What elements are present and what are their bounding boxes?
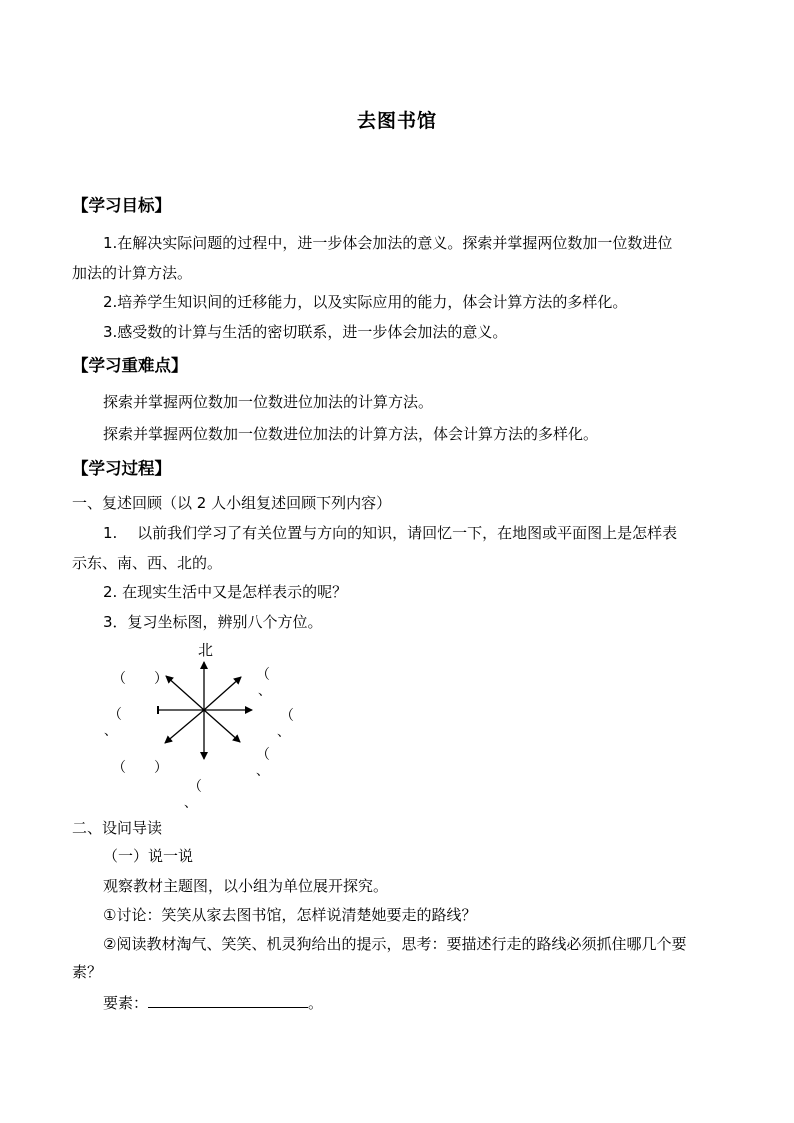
arrow-northwest <box>166 676 204 710</box>
arrow-southwest <box>165 710 204 743</box>
process-heading: 【学习过程】 <box>72 459 171 478</box>
goal-item-1: 1.在解决实际问题的过程中，进一步体会加法的意义。探索并掌握两位数加一位数进位 <box>103 234 673 252</box>
east-paren: （ <box>280 708 294 724</box>
part2-item-2: ①讨论：笑笑从家去图书馆，怎样说清楚她要走的路线？ <box>103 906 477 924</box>
page-title: 去图书馆 <box>356 110 437 132</box>
element-end: 。 <box>308 994 324 1012</box>
goal-item-2: 2.培养学生知识间的迁移能力，以及实际应用的能力，体会计算方法的多样化。 <box>103 293 628 311</box>
part2-item-1: 观察教材主题图，以小组为单位展开探究。 <box>103 877 389 895</box>
part1-title: 一、复述回顾（以 2 人小组复述回顾下列内容） <box>72 494 392 512</box>
part1-item-1: 1. 以前我们学习了有关位置与方向的知识，请回忆一下，在地图或平面图上是怎样表 <box>103 524 678 542</box>
southwest-blank: （ ） <box>112 760 168 776</box>
southeast-mark: 、 <box>256 764 270 779</box>
arrow-southeast <box>204 710 240 742</box>
west-paren: （ <box>108 707 122 723</box>
part1-item-1-cont: 示东、南、西、北的。 <box>72 554 223 572</box>
key-point-item-2: 探索并掌握两位数加一位数进位加法的计算方法，体会计算方法的多样化。 <box>103 425 599 443</box>
goals-heading: 【学习目标】 <box>72 196 171 215</box>
part2-item-3: ②阅读教材淘气、笑笑、机灵狗给出的提示，思考：要描述行走的路线必须抓住哪几个要 <box>103 935 687 953</box>
northeast-paren: （ <box>256 667 270 683</box>
goal-item-3: 3.感受数的计算与生活的密切联系，进一步体会加法的意义。 <box>103 323 508 341</box>
part2-item-3-cont: 素？ <box>72 963 103 981</box>
compass-north-label: 北 <box>198 641 214 659</box>
key-point-item-1: 探索并掌握两位数加一位数进位加法的计算方法。 <box>103 393 434 411</box>
part1-item-3: 3．复习坐标图，辨别八个方位。 <box>103 613 323 631</box>
northeast-mark: 、 <box>258 684 272 699</box>
northwest-blank: （ ） <box>112 671 168 687</box>
key-points-heading: 【学习重难点】 <box>72 356 188 375</box>
part1-item-2: 2. 在现实生活中又是怎样表示的呢？ <box>103 583 348 601</box>
south-paren: （ <box>188 779 202 795</box>
east-mark: 、 <box>277 725 291 740</box>
goal-item-1-cont: 加法的计算方法。 <box>72 264 193 282</box>
west-mark: 、 <box>104 724 118 739</box>
southeast-paren: （ <box>256 747 270 763</box>
element-label: 要素： <box>103 994 149 1012</box>
south-mark: 、 <box>184 796 198 811</box>
element-line <box>103 993 323 1013</box>
part2-subtitle: （一）说一说 <box>103 847 194 865</box>
element-answer-blank[interactable] <box>148 993 308 1008</box>
arrow-northeast <box>204 677 241 710</box>
part2-title: 二、设问导读 <box>72 819 163 837</box>
